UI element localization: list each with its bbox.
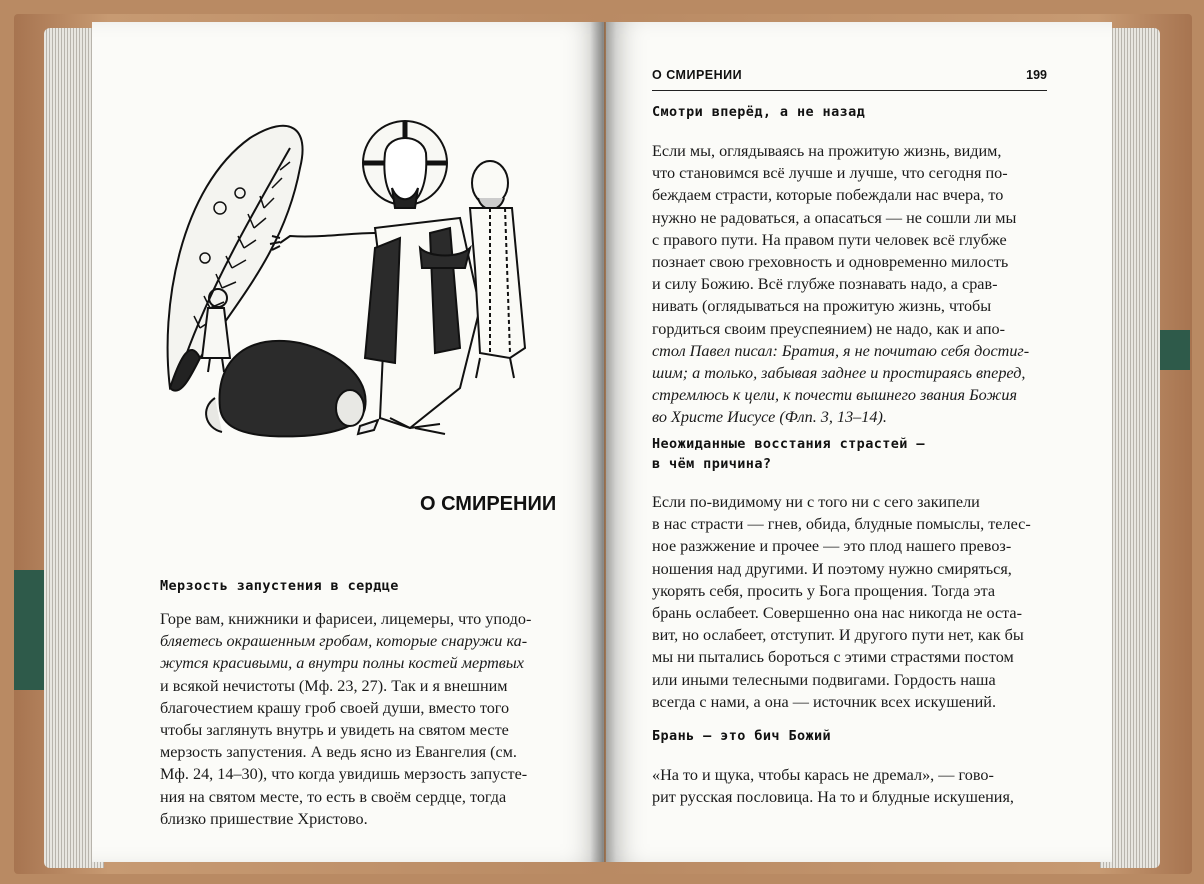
section-paragraph-look-forward	[652, 140, 1047, 429]
text-line: во Христе Иисусе (Флп. 3, 13–14).	[652, 408, 887, 427]
text-line: близко пришествие Христово.	[160, 809, 368, 828]
text-line: ношения над другими. И поэтому нужно смиряться,	[652, 559, 1012, 578]
text-line: укорять себя, просить у Бога прощения. Тогда эта	[652, 581, 996, 600]
section-heading-battle: Брань — это бич Божий	[652, 728, 832, 744]
text-line: познает свою греховность и одновременно милость	[652, 253, 1009, 272]
page-number: 199	[1026, 68, 1047, 82]
text-line: гордиться своим преуспеянием) не надо, как и апо-	[652, 319, 1006, 338]
text-line: и силу Божию. Всё глубже познавать надо, а срав-	[652, 275, 998, 294]
text-line: стремлюсь к цели, к почести вышнего звания Божия	[652, 386, 1017, 405]
section-heading-passions-line1: Неожиданные восстания страстей —	[652, 436, 925, 452]
text-line: рит русская пословица. На то и блудные искушения,	[652, 788, 1014, 807]
section-heading-passions-line2: в чём причина?	[652, 456, 772, 472]
text-line: «На то и щука, чтобы карась не дремал», — гово-	[652, 766, 994, 784]
text-line: благочестием крашу гроб своей души, вместо того	[160, 698, 510, 717]
text-line: или иными телесными подвигами. Гордость наша	[652, 670, 996, 689]
chapter-title: О СМИРЕНИИ	[420, 493, 557, 515]
section-paragraph-abomination	[160, 608, 552, 830]
christ-pharisee-publican-illustration-icon	[160, 108, 560, 458]
text-line: что становимся всё лучше и лучше, что сегодня по-	[652, 164, 1008, 183]
section-heading-abomination: Мерзость запустения в сердце	[160, 578, 399, 594]
text-line: брань ослабеет. Совершенно она нас никогда не оста-	[652, 604, 1022, 623]
text-line: жутся красивыми, а внутри полны костей мертвых	[160, 654, 524, 673]
text-line: Если по-видимому ни с того ни с сего закипели	[652, 493, 980, 511]
text-line: и всякой нечистоты (Мф. 23, 27). Так и я внешним	[160, 676, 508, 695]
running-head-title: О СМИРЕНИИ	[652, 68, 743, 82]
text-line: бляетесь окрашенным гробам, которые снаружи ка-	[160, 632, 528, 651]
text-line: вит, но ослабеет, отступит. И другого пути нет, как бы	[652, 626, 1024, 645]
text-line: Мф. 24, 14–30), что когда увидишь мерзость запусте-	[160, 765, 528, 784]
text-line: в нас страсти — гнев, обида, блудные помыслы, телес-	[652, 515, 1031, 534]
text-line: чтобы заглянуть внутрь и увидеть на святом месте	[160, 721, 509, 740]
text-line: ное разжжение и прочее — это плод нашего превоз-	[652, 537, 1012, 556]
text-line: мерзость запустения. А ведь ясно из Евангелия (см.	[160, 743, 517, 762]
section-paragraph-battle	[652, 764, 1047, 808]
text-line: ния на святом месте, то есть в своём сердце, тогда	[160, 787, 507, 806]
section-paragraph-passions	[652, 491, 1047, 713]
text-line: Горе вам, книжники и фарисеи, лицемеры, что уподо-	[160, 610, 532, 628]
text-line: всегда с нами, а она — источник всех искушений.	[652, 692, 997, 711]
text-line: с правого пути. На правом пути человек всё глубже	[652, 230, 1007, 249]
text-line: стол Павел писал: Братия, я не почитаю себя достиг-	[652, 341, 1030, 360]
text-line: нужно не радоваться, а опасаться — не сошли ли мы	[652, 208, 1017, 227]
text-line: мы ни пытались бороться с этими страстями постом	[652, 648, 1014, 667]
running-head	[652, 68, 1047, 91]
section-heading-look-forward: Смотри вперёд, а не назад	[652, 104, 866, 120]
book-spine-shadow	[590, 22, 616, 862]
text-line: беждаем страсти, которые побеждали нас вчера, то	[652, 186, 1004, 205]
text-line: шим; а только, забывая заднее и простираясь вперед,	[652, 364, 1026, 383]
text-line: Если мы, оглядываясь на прожитую жизнь, видим,	[652, 142, 1002, 160]
text-line: нивать (оглядываться на прожитую жизнь, чтобы	[652, 297, 992, 316]
